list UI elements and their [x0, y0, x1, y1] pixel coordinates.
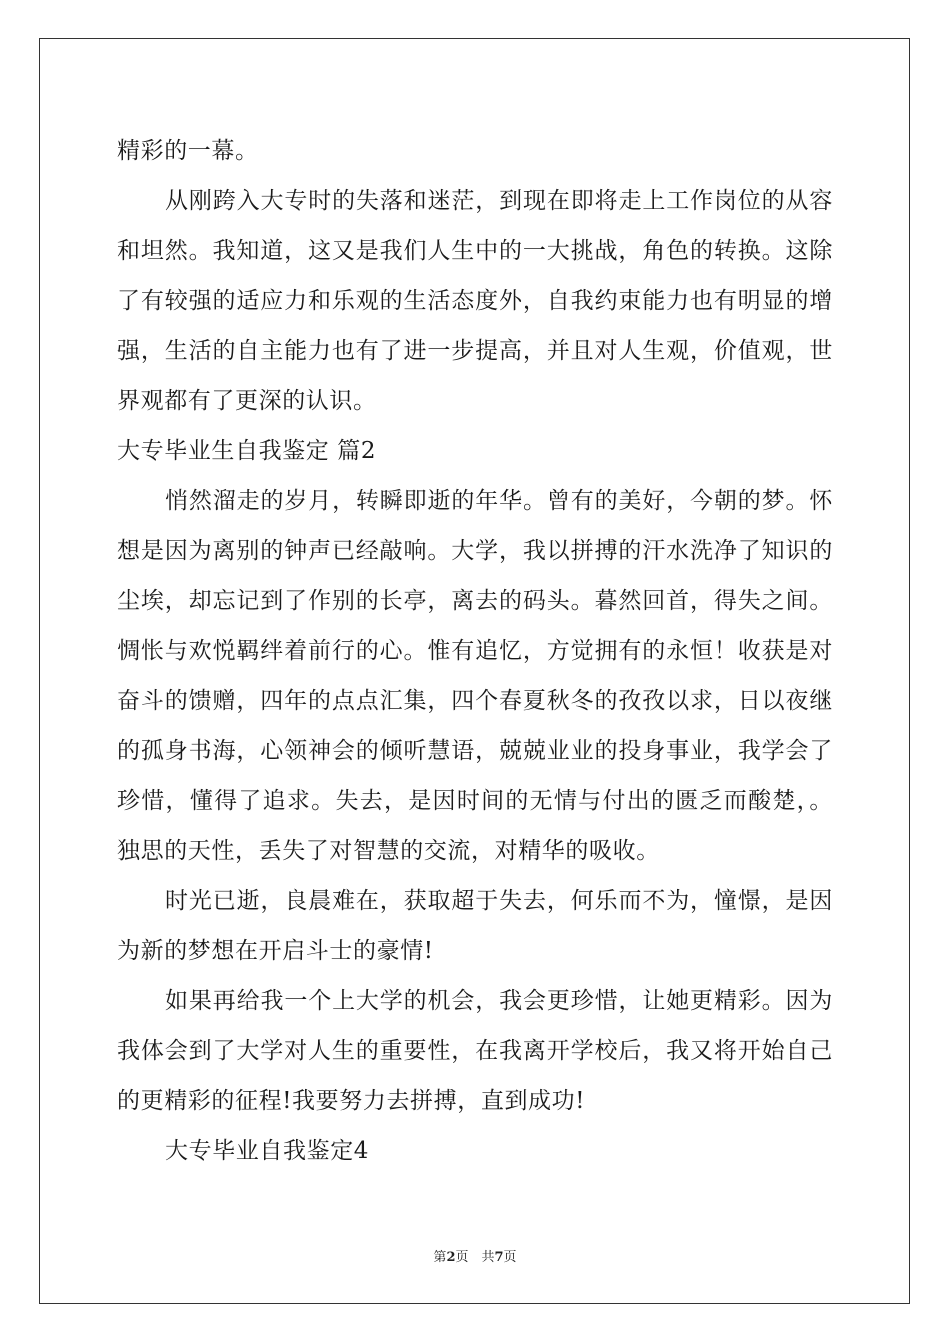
footer-suffix: 页: [503, 1250, 517, 1265]
text-line: 时光已逝，良晨难在，获取超于失去，何乐而不为，憧憬，是因: [165, 888, 833, 914]
text-line: 精彩的一幕。: [117, 138, 259, 164]
text-line: 想是因为离别的钟声已经敲响。大学，我以拼搏的汗水洗净了知识的: [117, 538, 833, 564]
text-line: 奋斗的馈赠，四年的点点汇集，四个春夏秋冬的孜孜以求，日以夜继: [117, 688, 833, 714]
text-line: 珍惜，懂得了追求。失去，是因时间的无情与付出的匮乏而酸楚，。: [117, 788, 833, 814]
text-line: 惆怅与欢悦羁绊着前行的心。惟有追忆，方觉拥有的永恒！收获是对: [117, 638, 833, 664]
text-line: 如果再给我一个上大学的机会，我会更珍惜，让她更精彩。因为: [165, 988, 833, 1014]
footer-prefix: 第: [433, 1250, 447, 1265]
text-line: 从刚跨入大专时的失落和迷茫，到现在即将走上工作岗位的从容: [165, 188, 833, 214]
text-line: 我体会到了大学对人生的重要性，在我离开学校后，我又将开始自己: [117, 1038, 833, 1064]
text-line: 大专毕业自我鉴定4: [165, 1138, 370, 1164]
text-line: 了有较强的适应力和乐观的生活态度外，自我约束能力也有明显的增: [117, 288, 833, 314]
text-line: 和坦然。我知道，这又是我们人生中的一大挑战，角色的转换。这除: [117, 238, 833, 264]
text-line: 为新的梦想在开启斗士的豪情!: [117, 938, 434, 964]
text-line: 强，生活的自主能力也有了进一步提高，并且对人生观，价值观，世: [117, 338, 833, 364]
text-line: 独思的天性，丢失了对智慧的交流，对精华的吸收。: [117, 838, 660, 864]
text-line: 的孤身书海，心领神会的倾听慧语，兢兢业业的投身事业，我学会了: [117, 738, 833, 764]
document-body: [117, 126, 833, 1176]
text-line: 尘埃，却忘记到了作别的长亭，离去的码头。暮然回首，得失之间。: [117, 588, 833, 614]
text-line: 大专毕业生自我鉴定 篇2: [117, 438, 377, 464]
footer-mid: 页 共: [455, 1250, 495, 1265]
text-line: 悄然溜走的岁月，转瞬即逝的年华。曾有的美好，今朝的梦。怀: [165, 488, 833, 514]
text-line: 界观都有了更深的认识。: [117, 388, 377, 414]
text-line: 的更精彩的征程!我要努力去拼搏，直到成功!: [117, 1088, 586, 1114]
page-footer: [0, 1246, 950, 1265]
current-page-number: 2: [446, 1250, 456, 1265]
total-page-count: 7: [494, 1250, 504, 1265]
